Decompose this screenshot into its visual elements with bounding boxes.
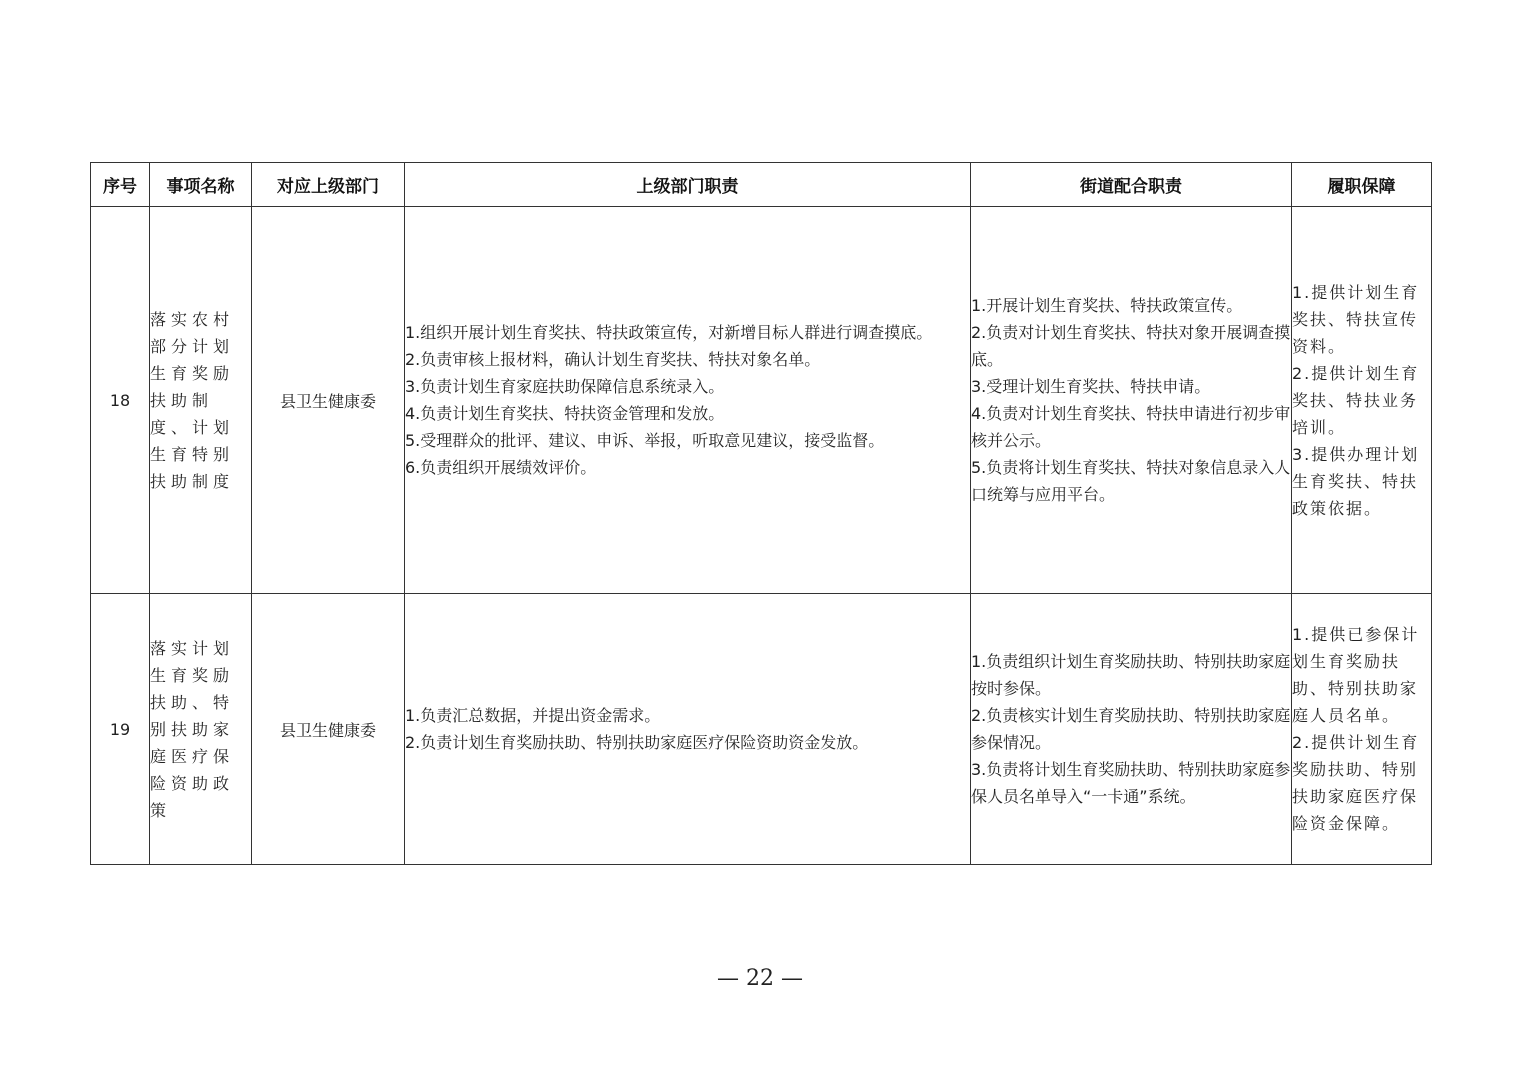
upper-duty-item: 6.负责组织开展绩效评价。 bbox=[405, 458, 597, 477]
street-duties bbox=[971, 594, 1292, 865]
table-header bbox=[91, 163, 1432, 207]
item-name: 落实计划生育奖励扶助、特别扶助家庭医疗保险资助政策 bbox=[150, 594, 252, 865]
upper-duty-item: 5.受理群众的批评、建议、申诉、举报，听取意见建议，接受监督。 bbox=[405, 431, 885, 450]
header-upper-duties: 上级部门职责 bbox=[405, 163, 971, 207]
header-no: 序号 bbox=[91, 163, 150, 207]
upper-duty-item: 3.负责计划生育家庭扶助保障信息系统录入。 bbox=[405, 377, 725, 396]
header-upper-dept: 对应上级部门 bbox=[252, 163, 405, 207]
upper-duties bbox=[405, 207, 971, 594]
table-row bbox=[91, 594, 1432, 865]
header-item-name: 事项名称 bbox=[150, 163, 252, 207]
guarantee-item: 1.提供计划生育奖扶、特扶宣传资料。 bbox=[1292, 282, 1420, 356]
item-name: 落实农村部分计划生育奖励扶助制度、计划生育特别扶助制度 bbox=[150, 207, 252, 594]
header-street-duties: 街道配合职责 bbox=[971, 163, 1292, 207]
street-duty-item: 3.受理计划生育奖扶、特扶申请。 bbox=[971, 377, 1211, 396]
duties-table bbox=[90, 162, 1432, 865]
street-duty-item: 3.负责将计划生育奖励扶助、特别扶助家庭参保人员名单导入“一卡通”系统。 bbox=[971, 760, 1291, 806]
street-duty-item: 1.负责组织计划生育奖励扶助、特别扶助家庭按时参保。 bbox=[971, 652, 1291, 698]
guarantee-item: 3.提供办理计划生育奖扶、特扶政策依据。 bbox=[1292, 444, 1420, 518]
page-number: — 22 — bbox=[717, 966, 803, 991]
guarantee bbox=[1292, 207, 1432, 594]
table-row bbox=[91, 207, 1432, 594]
upper-duty-item: 2.负责审核上报材料，确认计划生育奖扶、特扶对象名单。 bbox=[405, 350, 821, 369]
street-duties bbox=[971, 207, 1292, 594]
street-duty-item: 5.负责将计划生育奖扶、特扶对象信息录入人口统筹与应用平台。 bbox=[971, 458, 1291, 504]
upper-duty-item: 1.负责汇总数据，并提出资金需求。 bbox=[405, 706, 661, 725]
guarantee-item: 1.提供已参保计划生育奖励扶助、特别扶助家庭人员名单。 bbox=[1292, 625, 1420, 725]
upper-dept: 县卫生健康委 bbox=[252, 594, 405, 865]
row-number: 19 bbox=[91, 594, 150, 865]
street-duty-item: 2.负责核实计划生育奖励扶助、特别扶助家庭参保情况。 bbox=[971, 706, 1291, 752]
street-duty-item: 2.负责对计划生育奖扶、特扶对象开展调查摸底。 bbox=[971, 323, 1291, 369]
guarantee-item: 2.提供计划生育奖扶、特扶业务培训。 bbox=[1292, 363, 1420, 437]
guarantee-item: 2.提供计划生育奖励扶助、特别扶助家庭医疗保险资金保障。 bbox=[1292, 733, 1420, 833]
row-number: 18 bbox=[91, 207, 150, 594]
upper-duties bbox=[405, 594, 971, 865]
upper-dept: 县卫生健康委 bbox=[252, 207, 405, 594]
street-duty-item: 1.开展计划生育奖扶、特扶政策宣传。 bbox=[971, 296, 1243, 315]
upper-duty-item: 4.负责计划生育奖扶、特扶资金管理和发放。 bbox=[405, 404, 725, 423]
upper-duty-item: 1.组织开展计划生育奖扶、特扶政策宣传，对新增目标人群进行调查摸底。 bbox=[405, 323, 933, 342]
street-duty-item: 4.负责对计划生育奖扶、特扶申请进行初步审核并公示。 bbox=[971, 404, 1291, 450]
header-guarantee: 履职保障 bbox=[1292, 163, 1432, 207]
upper-duty-item: 2.负责计划生育奖励扶助、特别扶助家庭医疗保险资助资金发放。 bbox=[405, 733, 869, 752]
guarantee bbox=[1292, 594, 1432, 865]
